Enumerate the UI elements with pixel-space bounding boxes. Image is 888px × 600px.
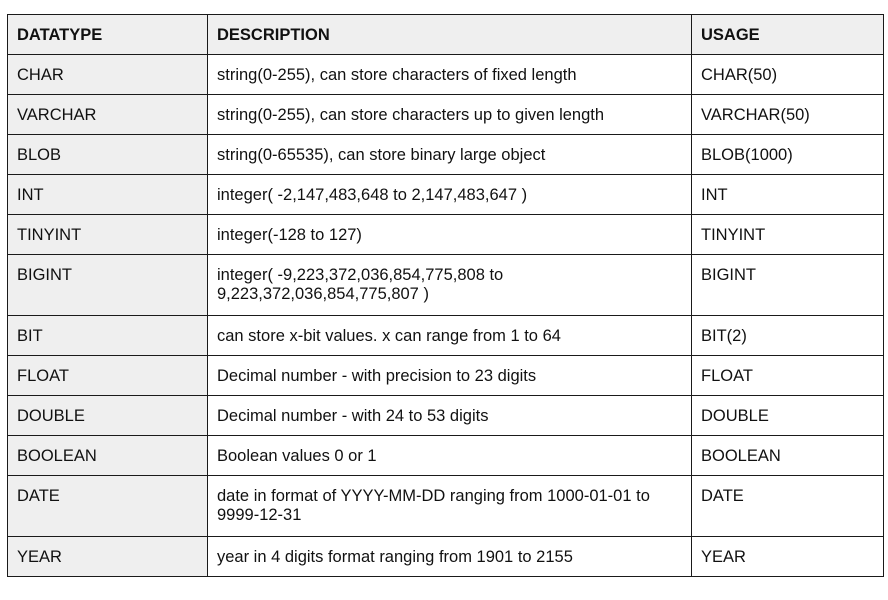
- description-cell: integer(-128 to 127): [208, 215, 692, 255]
- usage-cell: BIGINT: [692, 255, 884, 316]
- description-cell: integer( -2,147,483,648 to 2,147,483,647 ): [208, 175, 692, 215]
- datatype-cell: BIT: [8, 316, 208, 356]
- table-row: [8, 436, 884, 476]
- description-cell: string(0-65535), can store binary large object: [208, 135, 692, 175]
- table-row: [8, 255, 884, 316]
- description-cell: year in 4 digits format ranging from 1901 to 2155: [208, 537, 692, 577]
- description-cell: can store x-bit values. x can range from 1 to 64: [208, 316, 692, 356]
- table-row: [8, 175, 884, 215]
- usage-cell: INT: [692, 175, 884, 215]
- header-description: DESCRIPTION: [208, 15, 692, 55]
- datatype-cell: FLOAT: [8, 356, 208, 396]
- header-row: [8, 15, 884, 55]
- usage-cell: BOOLEAN: [692, 436, 884, 476]
- usage-cell: FLOAT: [692, 356, 884, 396]
- usage-cell: BIT(2): [692, 316, 884, 356]
- table-row: [8, 95, 884, 135]
- table-row: [8, 356, 884, 396]
- description-cell: Boolean values 0 or 1: [208, 436, 692, 476]
- description-cell: Decimal number - with precision to 23 digits: [208, 356, 692, 396]
- datatype-cell: INT: [8, 175, 208, 215]
- table-row: [8, 476, 884, 537]
- description-cell: integer( -9,223,372,036,854,775,808 to 9,223,372,036,854,775,807 ): [208, 255, 692, 316]
- datatype-cell: BOOLEAN: [8, 436, 208, 476]
- usage-cell: CHAR(50): [692, 55, 884, 95]
- table-row: [8, 537, 884, 577]
- table-row: [8, 135, 884, 175]
- description-cell: string(0-255), can store characters of fixed length: [208, 55, 692, 95]
- datatype-cell: BLOB: [8, 135, 208, 175]
- usage-cell: TINYINT: [692, 215, 884, 255]
- header-datatype: DATATYPE: [8, 15, 208, 55]
- usage-cell: YEAR: [692, 537, 884, 577]
- usage-cell: VARCHAR(50): [692, 95, 884, 135]
- table-row: [8, 215, 884, 255]
- usage-cell: DATE: [692, 476, 884, 537]
- description-cell: date in format of YYYY-MM-DD ranging from 1000-01-01 to 9999-12-31: [208, 476, 692, 537]
- header-usage: USAGE: [692, 15, 884, 55]
- usage-cell: BLOB(1000): [692, 135, 884, 175]
- datatype-cell: BIGINT: [8, 255, 208, 316]
- datatype-cell: TINYINT: [8, 215, 208, 255]
- datatype-table: [7, 14, 884, 577]
- usage-cell: DOUBLE: [692, 396, 884, 436]
- table-row: [8, 55, 884, 95]
- datatype-cell: VARCHAR: [8, 95, 208, 135]
- table-row: [8, 396, 884, 436]
- datatype-cell: DOUBLE: [8, 396, 208, 436]
- description-cell: Decimal number - with 24 to 53 digits: [208, 396, 692, 436]
- datatype-cell: DATE: [8, 476, 208, 537]
- datatype-cell: CHAR: [8, 55, 208, 95]
- datatype-cell: YEAR: [8, 537, 208, 577]
- description-cell: string(0-255), can store characters up to given length: [208, 95, 692, 135]
- table-row: [8, 316, 884, 356]
